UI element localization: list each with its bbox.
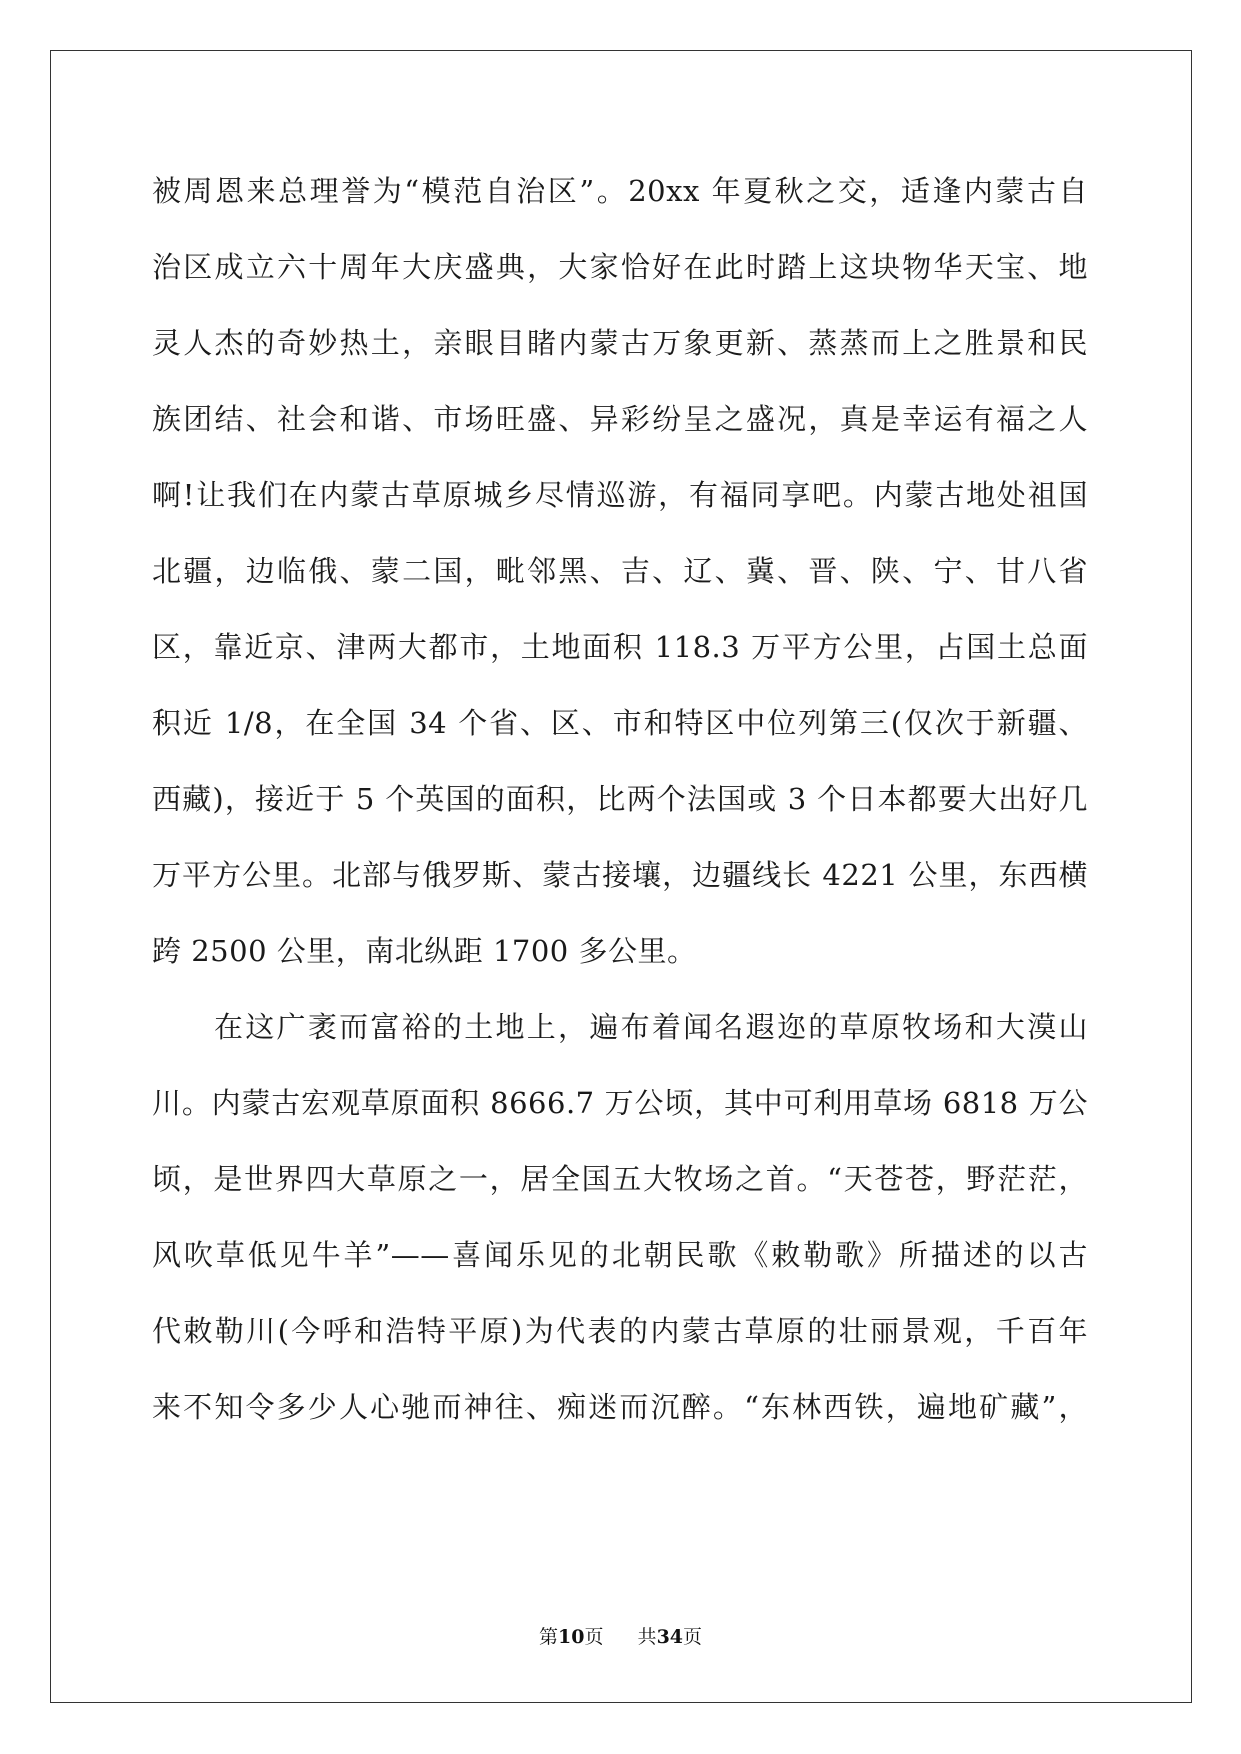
text-line: 区，靠近京、津两大都市，土地面积 118.3 万平方公里，占国土总面 bbox=[152, 630, 1088, 664]
text-line: 治区成立六十周年大庆盛典，大家恰好在此时踏上这块物华天宝、地 bbox=[152, 250, 1088, 284]
text-line: 积近 1/8，在全国 34 个省、区、市和特区中位列第三(仅次于新疆、 bbox=[152, 706, 1088, 740]
text-line: 川。内蒙古宏观草原面积 8666.7 万公顷，其中可利用草场 6818 万公 bbox=[152, 1086, 1088, 1120]
text-line: 族团结、社会和谐、市场旺盛、异彩纷呈之盛况，真是幸运有福之人 bbox=[152, 402, 1088, 436]
paragraph-2 bbox=[152, 998, 1088, 1454]
page-suffix: 页 bbox=[584, 1626, 604, 1648]
text-line: 来不知令多少人心驰而神往、痴迷而沉醉。“东林西铁，遍地矿藏”， bbox=[152, 1390, 1088, 1424]
text-line: 北疆，边临俄、蒙二国，毗邻黑、吉、辽、冀、晋、陕、宁、甘八省 bbox=[152, 554, 1088, 588]
page-number-label bbox=[539, 1626, 610, 1648]
total-prefix: 共 bbox=[637, 1626, 657, 1648]
total-suffix: 页 bbox=[683, 1626, 703, 1648]
text-line: 西藏)，接近于 5 个英国的面积，比两个法国或 3 个日本都要大出好几 bbox=[152, 782, 1088, 816]
text-line: 啊!让我们在内蒙古草原城乡尽情巡游，有福同享吧。内蒙古地处祖国 bbox=[152, 478, 1088, 512]
total-pages-label bbox=[638, 1626, 702, 1648]
text-line: 灵人杰的奇妙热土，亲眼目睹内蒙古万象更新、蒸蒸而上之胜景和民 bbox=[152, 326, 1088, 360]
text-line: 被周恩来总理誉为“模范自治区”。20xx 年夏秋之交，适逢内蒙古自 bbox=[152, 174, 1088, 208]
total-page-number: 34 bbox=[656, 1626, 684, 1648]
text-line: 顷，是世界四大草原之一，居全国五大牧场之首。“天苍苍，野茫茫， bbox=[152, 1162, 1088, 1196]
text-line: 风吹草低见牛羊”——喜闻乐见的北朝民歌《敕勒歌》所描述的以古 bbox=[152, 1238, 1088, 1272]
text-line: 在这广袤而富裕的土地上，遍布着闻名遐迩的草原牧场和大漠山 bbox=[214, 1010, 1088, 1044]
page-prefix: 第 bbox=[538, 1626, 558, 1648]
page-footer bbox=[0, 1622, 1241, 1649]
text-line: 代敕勒川(今呼和浩特平原)为代表的内蒙古草原的壮丽景观，千百年 bbox=[152, 1314, 1088, 1348]
current-page-number: 10 bbox=[557, 1626, 585, 1648]
text-line: 跨 2500 公里，南北纵距 1700 多公里。 bbox=[152, 934, 697, 968]
text-line: 万平方公里。北部与俄罗斯、蒙古接壤，边疆线长 4221 公里，东西横 bbox=[152, 858, 1088, 892]
document-body bbox=[152, 162, 1088, 1454]
paragraph-1 bbox=[152, 162, 1088, 998]
